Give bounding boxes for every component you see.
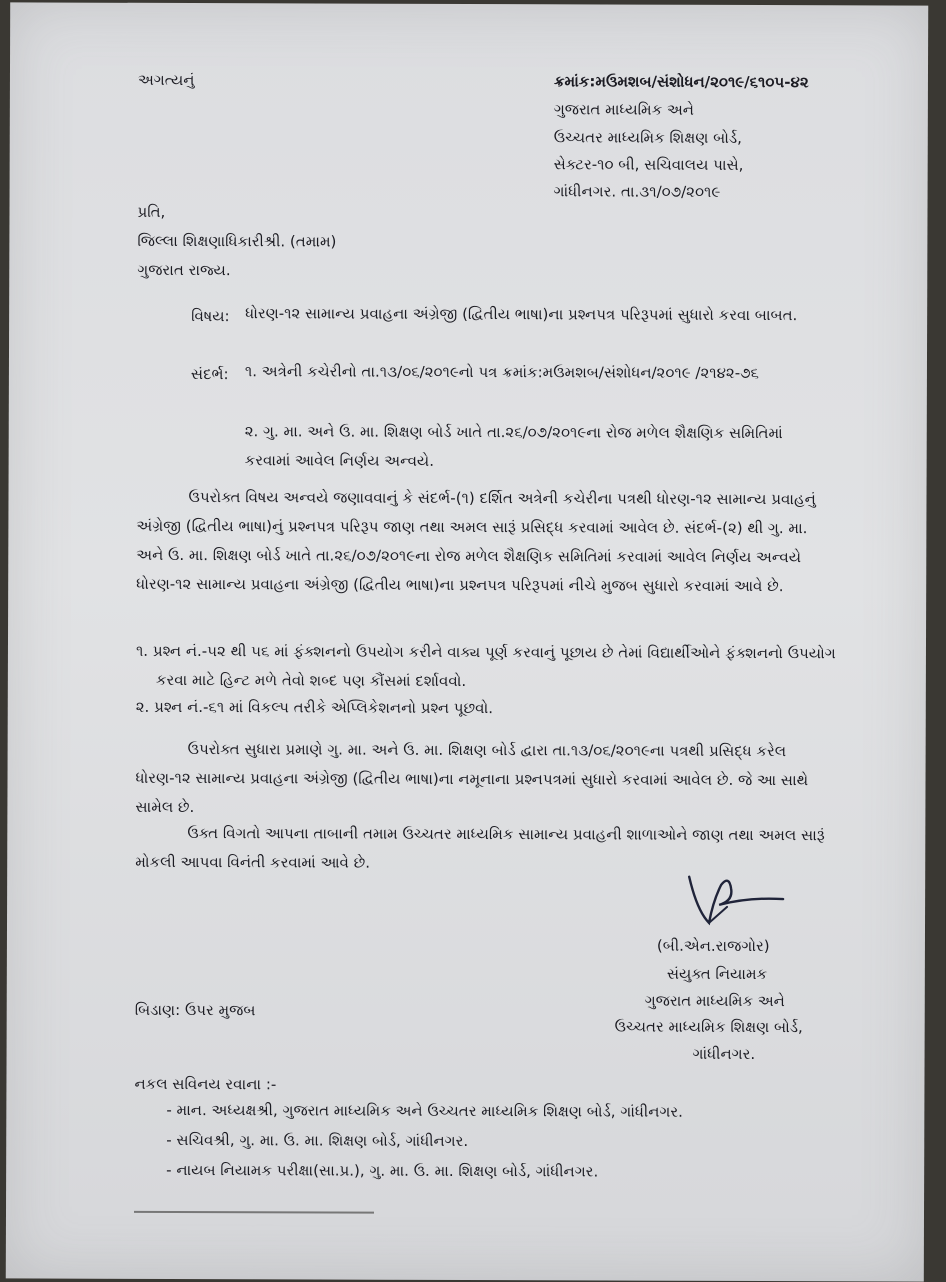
signatory-city: ગાંધીનગર. (692, 1044, 756, 1064)
reference-item-2: ૨. ગુ. મા. અને ઉ. મા. શિક્ષણ બોર્ડ ખાતે તા.૨૬/૦૭/૨૦૧૯ના રોજ મળેલ શૈક્ષણિક સમિતિમાં કરવામાં આવેલ નિર્ણય અન્વયે. (244, 422, 783, 470)
subject-label: વિષય: (191, 307, 230, 326)
subject-text: ધોરણ-૧૨ સામાન્ય પ્રવાહના અંગ્રેજી (દ્વિતીય ભાષા)ના પ્રશ્નપત્ર પરિરૂપમાં સુધારો કરવા બાબત. (245, 304, 798, 325)
recipient-name: જિલ્લા શિક્ષણાધિકારીશ્રી. (તમામ) (137, 231, 337, 251)
important-label: અગત્યનું (137, 70, 195, 90)
enclosure-note: બિડાણ: ઉપર મુજબ (134, 1000, 256, 1020)
city-date: ગાંધીનગર. તા.૩૧/૦૭/૨૦૧૯ (553, 182, 721, 201)
reference-item-1: ૧. અત્રેની કચેરીનો તા.૧૩/૦૬/૨૦૧૯નો પત્ર ક્રમાંક:મઉમશબ/સંશોધન/૨૦૧૯ /૨૧૪૨-૭૬ (244, 362, 759, 383)
body-paragraph-2: ઉપરોક્ત સુધારા પ્રમાણે ગુ. મા. અને ઉ. મા. શિક્ષણ બોર્ડ દ્વારા તા.૧૩/૦૬/૨૦૧૯ના પત્રથી પ્રસિદ્ધ કરેલ ધોરણ-૧૨ સામાન્ય પ્રવાહના અંગ્રેજી (દ્વિતીય ભાષા)ના નમૂનાના પ્રશ્નપત્રમાં સુધારો કરવામાં આવેલ છે. જે આ સાથે સામેલ છે. (135, 740, 809, 817)
org-line1: ગુજરાત માધ્યમિક અને (553, 100, 695, 119)
org-address: સેક્ટર-૧૦ બી, સચિવાલય પાસે, (553, 155, 744, 174)
reference-number: ક્રમાંક:મઉમશબ/સંશોધન/૨૦૧૯/૬૧૦૫-૪૨ (553, 72, 809, 92)
copy-to-label: નકલ સવિનય રવાના :- (134, 1074, 277, 1094)
reference-label: સંદર્ભ: (190, 365, 229, 384)
signatory-title: સંયુક્ત નિયામક (666, 964, 768, 984)
footer-print-line (134, 1211, 374, 1214)
recipient-to: પ્રતિ, (137, 202, 166, 221)
signature-mark (679, 871, 789, 931)
org-line2: ઉચ્ચતર માધ્યમિક શિક્ષણ બોર્ડ, (553, 128, 742, 147)
signatory-name: (બી.એન.રાજગોર) (656, 936, 770, 956)
signatory-org-line2: ઉચ્ચતર માધ્યમિક શિક્ષણ બોર્ડ, (614, 1017, 803, 1037)
recipient-state: ગુજરાત રાજ્ય. (137, 260, 231, 280)
signatory-org-line1: ગુજરાત માધ્યમિક અને (644, 991, 785, 1011)
body-paragraph-3: ઉક્ત વિગતો આપના તાબાની તમામ ઉચ્ચતર માધ્યમિક સામાન્ય પ્રવાહની શાળાઓને જાણ તથા અમલ સારૂં મોકલી આપવા વિનંતી કરવામાં આવે છે. (135, 824, 825, 872)
copy-to-item-2: - સચિવશ્રી, ગુ. મા. ઉ. મા. શિક્ષણ બોર્ડ, ગાંધીનગર. (166, 1130, 469, 1151)
body-point-2: ૨. પ્રશ્ન નં.-૬૧ માં વિકલ્પ તરીકે એપ્લિકેશનનો પ્રશ્ન પૂછવો. (135, 697, 494, 718)
body-point-1: ૧. પ્રશ્ન નં.-૫૨ થી ૫૬ માં ફંક્શનનો ઉપયોગ કરીને વાક્ય પૂર્ણ કરવાનું પૂછાય છે તેમાં વિદ્યાર્થીઓને ફંક્શનનો ઉપયોગ કરવા માટે હિન્ટ મળે તેવો શબ્દ પણ કૌંસમાં દર્શાવવો. (135, 641, 836, 690)
body-paragraph-1: ઉપરોક્ત વિષય અન્વયે જણાવવાનું કે સંદર્ભ-(૧) દર્શિત અત્રેની કચેરીના પત્રથી ધોરણ-૧૨ સામાન્ય પ્રવાહનું અંગ્રેજી (દ્વિતીય ભાષા)નું પ્રશ્નપત્ર પરિરૂપ જાણ તથા અમલ સારૂં પ્રસિદ્ધ કરવામાં આવેલ છે. સંદર્ભ-(૨) થી ગુ. મા. અને ઉ. મા. શિક્ષણ બોર્ડ ખાતે તા.૨૬/૦૭/૨૦૧૯ના રોજ મળેલ શૈક્ષણિક સમિતિમાં કરવામાં આવેલ નિર્ણય અન્વયે ધોરણ-૧૨ સામાન્ય પ્રવાહના અંગ્રેજી (દ્વિતીય ભાષા)ના પ્રશ્નપત્ર પરિરૂપમાં નીચે મુજબ સુધારો કરવામાં આવે છે. (136, 488, 816, 596)
letter-page (6, 2, 928, 1281)
copy-to-item-1: - માન. અધ્યક્ષશ્રી, ગુજરાત માધ્યમિક અને ઉચ્ચતર માધ્યમિક શિક્ષણ બોર્ડ, ગાંધીનગર. (166, 1100, 683, 1121)
copy-to-item-3: - નાયબ નિયામક પરીક્ષા(સા.પ્ર.), ગુ. મા. ઉ. મા. શિક્ષણ બોર્ડ, ગાંધીનગર. (166, 1160, 599, 1181)
